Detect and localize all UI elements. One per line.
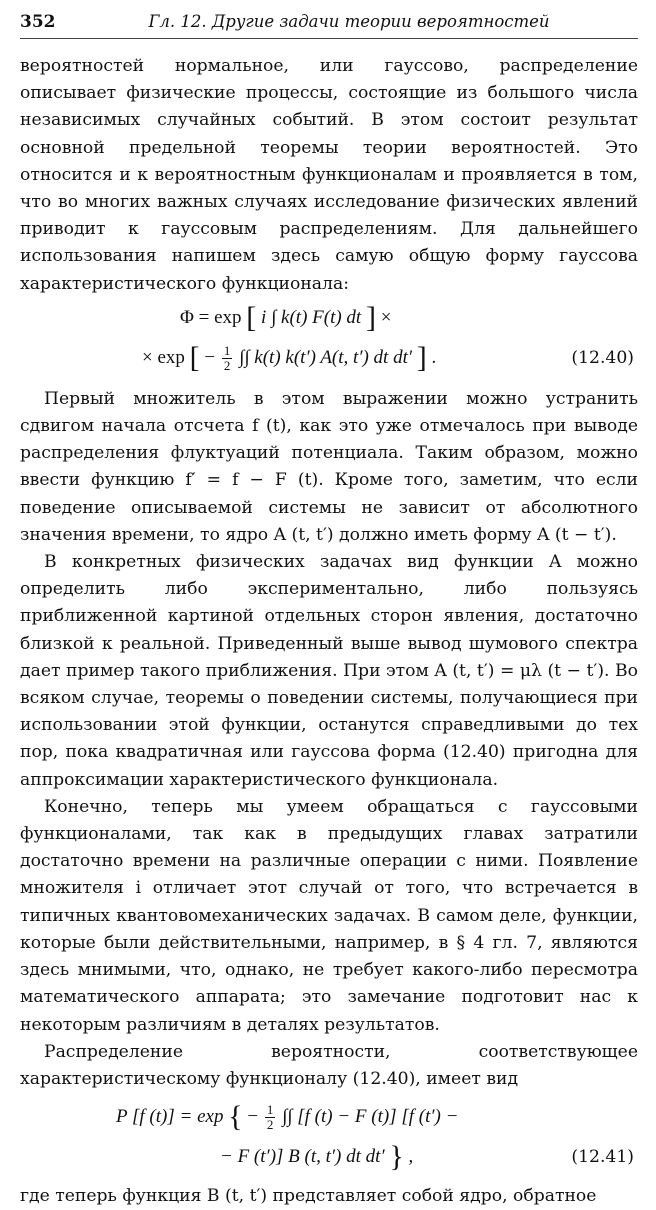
running-title: Гл. 12. Другие задачи теории вероятностей: [148, 12, 550, 31]
equation-number-12-41: (12.41): [571, 1147, 634, 1168]
eq2-half-fraction: $\frac{1}{2}$: [266, 1102, 274, 1133]
eq2-end: ,: [408, 1146, 414, 1168]
paragraph-3: В конкретных физических задачах вид функции A можно определить либо экспериментально, либо пользуясь приближенной картиной отдельных сторон явления, достаточно близкой к реальной. Приведенный выше вывод шумового спектра дает пример такого приближения. При этом A (t, t′) = μλ (t − t′). Во всяком случае, теоремы о поведении системы, получающиеся при использовании этой функции, останутся справедливыми до тех пор, пока квадратичная или гауссова форма (12.40) пригодна для аппроксимации характеристического функционала.: [20, 552, 638, 790]
paragraph-1: вероятностей нормальное, или гауссово, распределение описывает физические процессы, состоящие из большого числа независимых случайных событий. В этом состоит результат основной предельной теоремы теории вероятностей. Это относится и к вероятностным функционалам и проявляется в том, что во многих важных случаях исследование физических явлений приводит к гауссовым распределениям. Для дальнейшего использования напишем здесь самую общую форму гауссова характеристического функционала:: [20, 56, 638, 294]
eq1-prefix: Φ = exp: [180, 306, 242, 328]
paragraph-2: Первый множитель в этом выражении можно устранить сдвигом начала отсчета f (t), как это уже отмечалось при выводе распределения флуктуаций потенциала. Таким образом, можно ввести функцию f′ = f − F (t). Кроме того, заметим, что если поведение описываемой системы не зависит от абсолютного значения времени, то ядро A (t, t′) должно иметь форму A (t − t′).: [20, 388, 638, 545]
equation-12-40-line-1: Φ = exp [ i ∫ k(t) F(t) dt ] ×: [180, 300, 392, 334]
eq1-half-fraction: $\frac{1}{2}$: [223, 342, 231, 373]
equation-12-41-line-2: − F (t′)] B (t, t′) dt dt′ } , (12.41): [20, 1137, 638, 1177]
paragraph-5: Распределение вероятности, соответствующее характеристическому функционалу (12.40), имеет вид: [20, 1041, 638, 1089]
paragraph-6: где теперь функция B (t, t′) представляет собой ядро, обратное: [20, 1186, 597, 1207]
eq2-prefix: P [f (t)] = exp: [116, 1106, 224, 1128]
equation-12-41: [20, 1097, 638, 1177]
equation-number-12-40: (12.40): [571, 347, 634, 368]
page-header: [20, 8, 638, 39]
equation-12-40-line-2: × exp [ − $\frac{1}{2}$ ∫∫ k(t) k(t′) A(t, t′) dt dt′ ] . (12.40): [20, 338, 638, 378]
paragraph-4: Конечно, теперь мы умеем обращаться с гауссовыми функционалами, так как в предыдущих главах затратили достаточно времени на различные операции с ними. Появление множителя i отличает этот случай от того, что встречается в типичных квантовомеханических задачах. В самом деле, функции, которые были действительными, например, в § 4 гл. 7, являются здесь мнимыми, что, однако, не требует какого-либо пересмотра математического аппарата; это замечание подготовит нас к некоторым различиям в деталях результатов.: [20, 796, 638, 1035]
page-number: 352: [20, 12, 56, 32]
eq2-line1-body: ∫∫ [f (t) − F (t)] [f (t′) −: [282, 1106, 459, 1128]
eq1-line1-body: i ∫ k(t) F(t) dt: [261, 306, 362, 328]
eq1-times: ×: [380, 306, 392, 328]
eq2-line2-body: − F (t′)] B (t, t′) dt dt′: [220, 1146, 385, 1168]
eq2-minus: −: [247, 1106, 259, 1128]
equation-12-41-line-1: P [f (t)] = exp { − $\frac{1}{2}$ ∫∫ [f (t) − F (t)] [f (t′) −: [116, 1100, 459, 1134]
eq1-minus: −: [204, 346, 216, 368]
equation-12-40: [20, 298, 638, 378]
eq1-line2-body: ∫∫ k(t) k(t′) A(t, t′) dt dt′: [239, 346, 413, 368]
eq1-end: .: [431, 346, 437, 368]
eq1-line2-prefix: × exp: [142, 346, 185, 368]
